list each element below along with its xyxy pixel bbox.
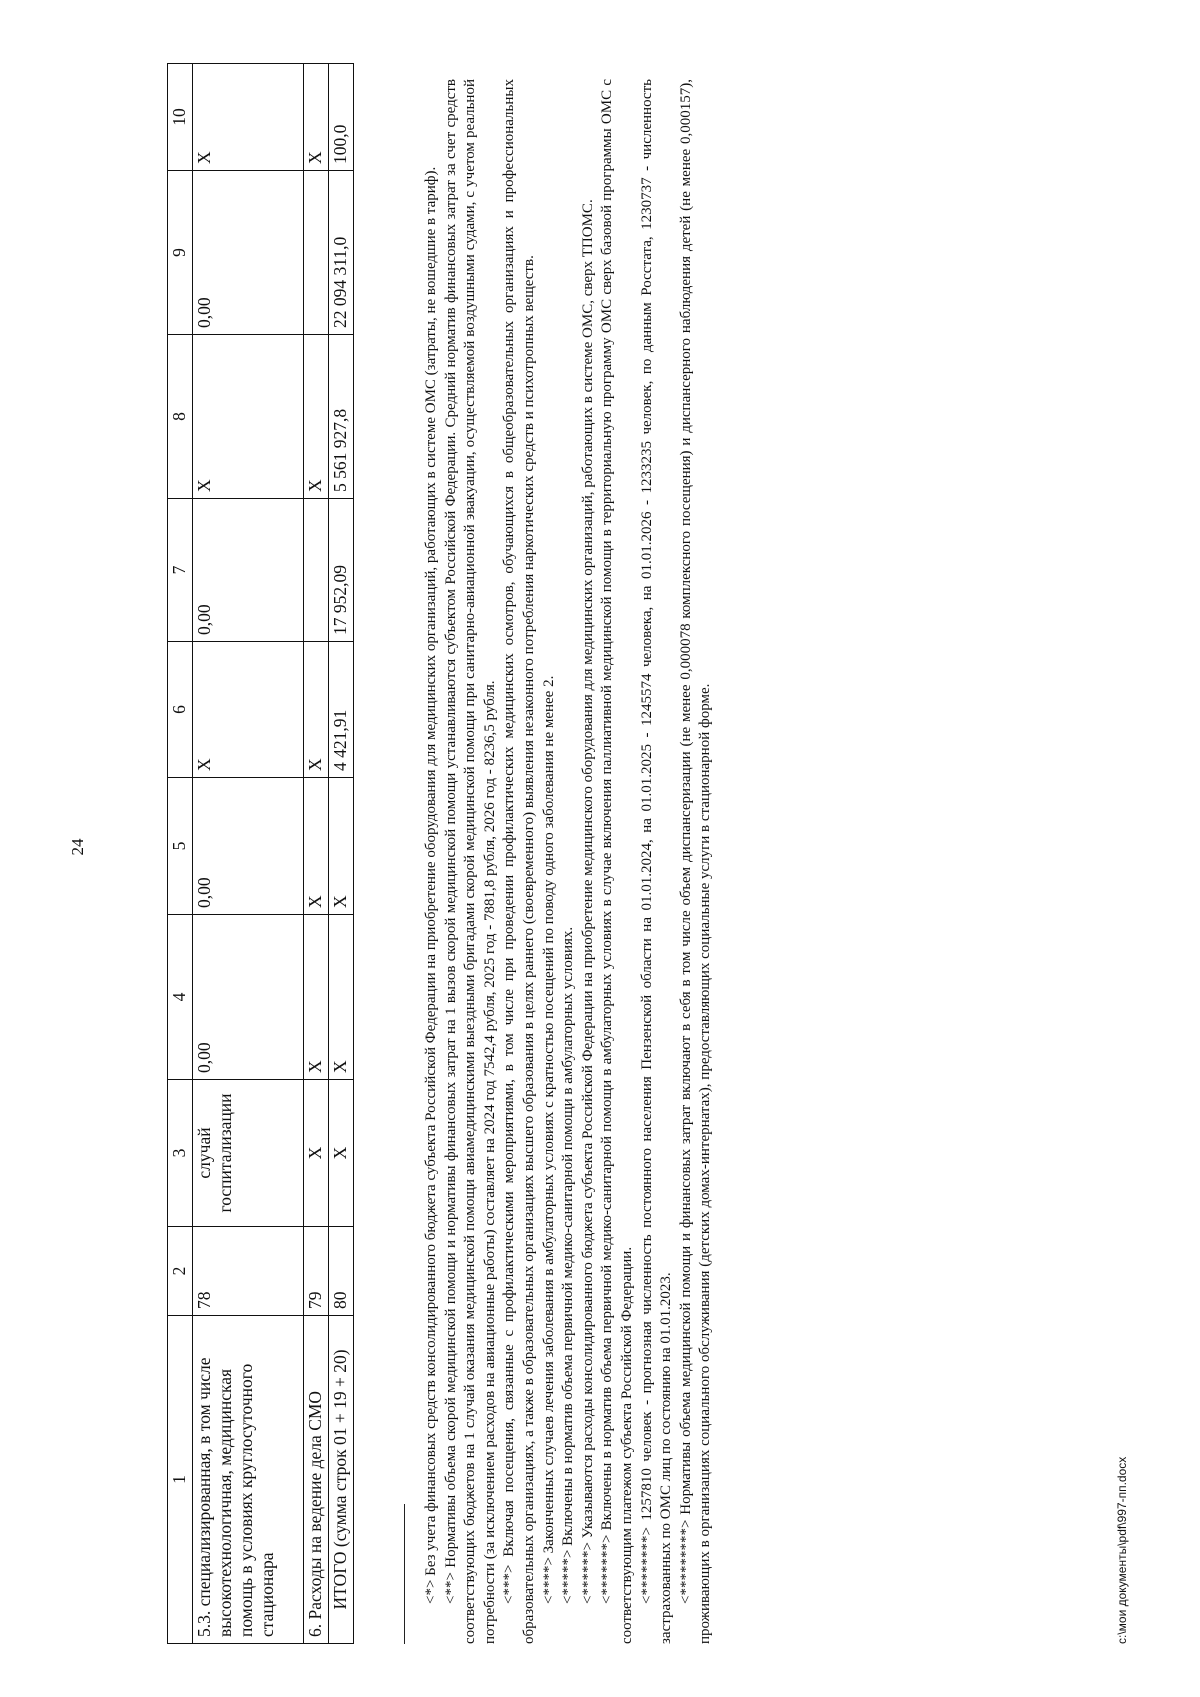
value-cell: X (304, 64, 329, 171)
header-cell: 6 (168, 642, 193, 778)
table-header-row (168, 64, 193, 1644)
value-cell: 0,00 (193, 778, 304, 915)
value-cell: 4 421,91 (329, 642, 354, 778)
value-cell: 5 561 927,8 (329, 335, 354, 499)
footnote: <**> Нормативы объема скорой медицинской помощи и нормативы финансовых затрат на 1 вызов скорой медицинской помощи устанавливаются субъектом Российской Федерации. Средний норматив финансовых затрат за счет средств соответствующих бюджетов на 1 случай оказания медицинской помощи авиамедицинскими выездными бригадами скорой медицинской помощи при санитарно-авиационной эвакуации, осуществляемой воздушными судами, с учетом реальной потребности (за исключением расходов на авиационные работы) составляет на 2024 год 7542,4 рубля, 2025 год - 7881,8 рубля, 2026 год - 8236,5 рубля. (442, 79, 498, 1644)
footnote-separator (404, 1504, 405, 1644)
value-cell: 0,00 (193, 171, 304, 335)
header-cell: 10 (168, 64, 193, 171)
unit-cell: случай госпитализации (193, 1080, 304, 1227)
footnote: <****> Законченных случаев лечения заболевания в амбулаторных условиях с кратностью посещений по поводу одного заболевания не менее 2. (540, 675, 557, 1604)
row-code: 78 (193, 1227, 304, 1316)
value-cell: 0,00 (193, 915, 304, 1080)
header-cell: 8 (168, 335, 193, 499)
footnote: <*********> Нормативы объема медицинской помощи и финансовых затрат включают в себя в том числе объем диспансеризации (не менее 0,000078 комплексного посещения) и диспансерного наблюдения детей (не менее 0,000157), проживающих в организациях социального обслуживания (детских домах-интернатах), предоставляющих социальные услуги в стационарной форме. (677, 79, 714, 1644)
value-cell: 17 952,09 (329, 499, 354, 642)
header-cell: 2 (168, 1227, 193, 1316)
row-code: 79 (304, 1227, 329, 1316)
header-cell: 9 (168, 171, 193, 335)
table-row (193, 64, 304, 1644)
unit-cell: X (329, 1080, 354, 1227)
footnote: <******> Указываются расходы консолидированного бюджета субъекта Российской Федерации на приобретение медицинского оборудования для медицинских организаций, работающих в системе ОМС, сверх ТПОМС. (579, 199, 596, 1604)
unit-cell: X (304, 1080, 329, 1227)
header-cell: 1 (168, 1316, 193, 1644)
row-label: 5.3. специализированная, в том числе высокотехнологичная, медицинская помощь в условиях круглосуточного стационара (193, 1316, 304, 1644)
header-cell: 7 (168, 499, 193, 642)
table-row-total (329, 64, 354, 1644)
value-cell: X (193, 64, 304, 171)
header-cell: 4 (168, 915, 193, 1080)
value-cell: 22 094 311,0 (329, 171, 354, 335)
footnote: <***> Включая посещения, связанные с профилактическими мероприятиями, в том числе при проведении профилактических медицинских осмотров, обучающихся в общеобразовательных организациях и профессиональных образовательных организациях, а также в образовательных организациях высшего образования в целях раннего (своевременного) выявления незаконного потребления наркотических средств и психотропных веществ. (501, 79, 537, 1644)
footnote: <*****> Включены в норматив объема первичной медико-санитарной помощи в амбулаторных условиях. (560, 926, 577, 1604)
budget-table (167, 63, 354, 1644)
table-row (304, 64, 329, 1644)
row-code: 80 (329, 1227, 354, 1316)
value-cell: X (304, 915, 329, 1080)
value-cell (304, 499, 329, 642)
value-cell: 0,00 (193, 499, 304, 642)
header-cell: 5 (168, 778, 193, 915)
value-cell: X (304, 335, 329, 499)
footnote: <*******> Включены в норматив объема первичной медико-санитарной помощи в амбулаторных условиях в случае включения паллиативной медицинской помощи в территориальную программу ОМС сверх базовой программы ОМС с соответствующим платежом субъекта Российской Федерации. (599, 79, 635, 1644)
row-label: 6. Расходы на ведение дела СМО (304, 1316, 329, 1644)
value-cell: 100,0 (329, 64, 354, 171)
value-cell: X (193, 642, 304, 778)
file-path: c:\мои документы\pdf\997-пп.docx (1115, 1456, 1129, 1644)
value-cell: X (304, 778, 329, 915)
footnotes (422, 79, 716, 1644)
row-label: ИТОГО (сумма строк 01 + 19 + 20) (329, 1316, 354, 1644)
value-cell: X (329, 778, 354, 915)
footnote: <********> 1257810 человек - прогнозная численность постоянного населения Пензенской области на 01.01.2024, на 01.01.2025 - 1245574 человека, на 01.01.2026 - 1233235 человек, по данным Росстата, 1230737 - численность застрахованных по ОМС лиц по состоянию на 01.01.2023. (638, 79, 675, 1644)
value-cell: X (304, 642, 329, 778)
page-number: 24 (68, 838, 87, 856)
value-cell: X (193, 335, 304, 499)
value-cell: X (329, 915, 354, 1080)
header-cell: 3 (168, 1080, 193, 1227)
value-cell (304, 171, 329, 335)
footnote: <*> Без учета финансовых средств консолидированного бюджета субъекта Российской Федерации на приобретение оборудования для медицинских организаций, работающих в системе ОМС (затраты, не вошедшие в тариф). (423, 166, 439, 1604)
